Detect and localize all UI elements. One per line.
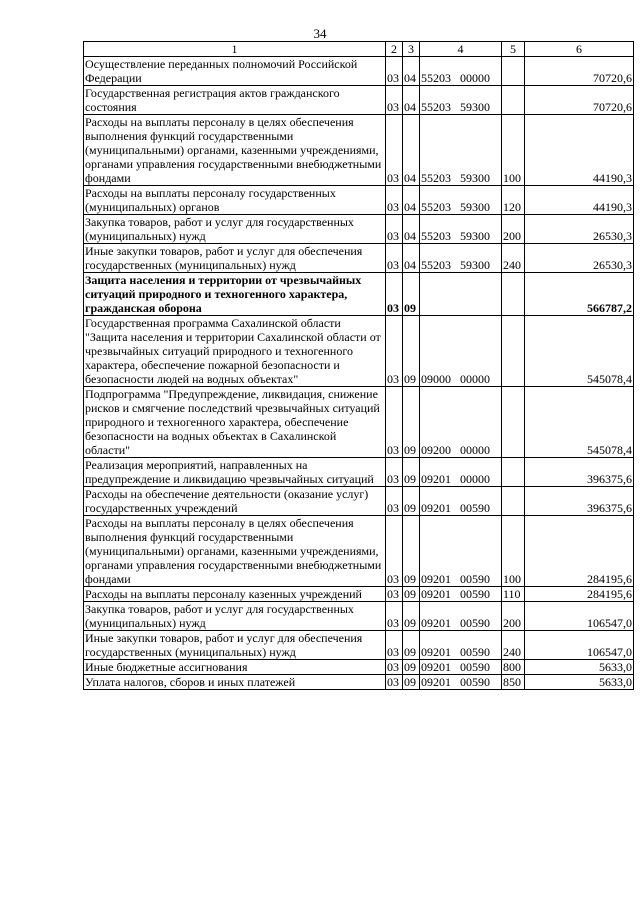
expense-type-code: 100 <box>502 516 525 587</box>
subsection-code: 09 <box>403 631 420 660</box>
budget-table <box>83 41 634 690</box>
section-code: 03 <box>386 186 403 215</box>
target-article-code: 09201 00590 <box>420 516 502 587</box>
section-code: 03 <box>386 86 403 115</box>
target-article-code: 55203 59300 <box>420 215 502 244</box>
amount-value: 106547,0 <box>525 602 634 631</box>
expense-type-code: 850 <box>502 675 525 690</box>
expense-type-code <box>502 387 525 458</box>
expense-type-code: 110 <box>502 587 525 602</box>
target-article-code: 55203 59300 <box>420 86 502 115</box>
page-number: 34 <box>313 26 327 41</box>
target-article-code: 55203 00000 <box>420 57 502 86</box>
expense-type-code: 800 <box>502 660 525 675</box>
table-row <box>84 587 634 602</box>
column-header: 4 <box>420 42 502 57</box>
section-code: 03 <box>386 273 403 316</box>
target-article-code: 09201 00590 <box>420 675 502 690</box>
target-article-code: 55203 59300 <box>420 186 502 215</box>
target-article-code: 09200 00000 <box>420 387 502 458</box>
expense-type-code <box>502 273 525 316</box>
budget-item-name: Реализация мероприятий, направленных на предупреждение и ликвидацию чрезвычайных ситуаций <box>84 458 386 487</box>
subsection-code: 09 <box>403 387 420 458</box>
subsection-code: 09 <box>403 587 420 602</box>
amount-value: 545078,4 <box>525 387 634 458</box>
budget-item-name: Уплата налогов, сборов и иных платежей <box>84 675 386 690</box>
budget-item-name: Государственная программа Сахалинской области "Защита населения и территории Сахалинской области от чрезвычайных ситуаций природного и техногенного характера, обеспечение пожарной безопасности и безопасности людей на водных объектах" <box>84 316 386 387</box>
budget-item-name: Расходы на выплаты персоналу в целях обеспечения выполнения функций государственными (муниципальными) органами, казенными учреждениями, органами управления государственными внебюджетными фондами <box>84 115 386 186</box>
subsection-code: 04 <box>403 244 420 273</box>
table-row <box>84 458 634 487</box>
budget-item-name: Закупка товаров, работ и услуг для государственных (муниципальных) нужд <box>84 602 386 631</box>
budget-item-name: Государственная регистрация актов гражданского состояния <box>84 86 386 115</box>
column-header: 3 <box>403 42 420 57</box>
target-article-code: 09201 00590 <box>420 631 502 660</box>
amount-value: 5633,0 <box>525 675 634 690</box>
expense-type-code: 200 <box>502 602 525 631</box>
expense-type-code <box>502 487 525 516</box>
budget-item-name: Иные бюджетные ассигнования <box>84 660 386 675</box>
column-header: 6 <box>525 42 634 57</box>
amount-value: 26530,3 <box>525 244 634 273</box>
budget-item-name: Иные закупки товаров, работ и услуг для обеспечения государственных (муниципальных) нужд <box>84 631 386 660</box>
subsection-code: 09 <box>403 458 420 487</box>
column-header: 2 <box>386 42 403 57</box>
subsection-code: 09 <box>403 487 420 516</box>
section-code: 03 <box>386 675 403 690</box>
target-article-code: 09201 00590 <box>420 660 502 675</box>
table-row <box>84 516 634 587</box>
amount-value: 26530,3 <box>525 215 634 244</box>
expense-type-code <box>502 316 525 387</box>
table-row <box>84 675 634 690</box>
expense-type-code: 100 <box>502 115 525 186</box>
amount-value: 566787,2 <box>525 273 634 316</box>
amount-value: 106547,0 <box>525 631 634 660</box>
amount-value: 396375,6 <box>525 487 634 516</box>
table-body <box>84 57 634 690</box>
table-row <box>84 86 634 115</box>
table-row <box>84 215 634 244</box>
expense-type-code: 200 <box>502 215 525 244</box>
section-code: 03 <box>386 516 403 587</box>
table-row <box>84 186 634 215</box>
table-row <box>84 57 634 86</box>
section-code: 03 <box>386 458 403 487</box>
column-header: 5 <box>502 42 525 57</box>
table-row <box>84 631 634 660</box>
subsection-code: 04 <box>403 57 420 86</box>
subsection-code: 04 <box>403 86 420 115</box>
amount-value: 44190,3 <box>525 115 634 186</box>
target-article-code: 09201 00590 <box>420 487 502 516</box>
section-code: 03 <box>386 316 403 387</box>
section-code: 03 <box>386 631 403 660</box>
column-number-row <box>84 42 634 57</box>
section-code: 03 <box>386 244 403 273</box>
subsection-code: 09 <box>403 273 420 316</box>
section-code: 03 <box>386 57 403 86</box>
table-row <box>84 660 634 675</box>
table-row <box>84 316 634 387</box>
table-row <box>84 487 634 516</box>
target-article-code <box>420 273 502 316</box>
table-row <box>84 602 634 631</box>
section-code: 03 <box>386 487 403 516</box>
target-article-code: 55203 59300 <box>420 115 502 186</box>
target-article-code: 09000 00000 <box>420 316 502 387</box>
section-code: 03 <box>386 660 403 675</box>
amount-value: 70720,6 <box>525 57 634 86</box>
expense-type-code: 120 <box>502 186 525 215</box>
table-row <box>84 115 634 186</box>
subsection-code: 04 <box>403 115 420 186</box>
expense-type-code <box>502 458 525 487</box>
subsection-code: 04 <box>403 215 420 244</box>
budget-item-name: Расходы на выплаты персоналу казенных учреждений <box>84 587 386 602</box>
target-article-code: 09201 00590 <box>420 587 502 602</box>
expense-type-code <box>502 86 525 115</box>
budget-item-name: Осуществление переданных полномочий Российской Федерации <box>84 57 386 86</box>
expense-type-code: 240 <box>502 631 525 660</box>
amount-value: 70720,6 <box>525 86 634 115</box>
subsection-code: 04 <box>403 186 420 215</box>
section-code: 03 <box>386 115 403 186</box>
subsection-code: 09 <box>403 602 420 631</box>
budget-item-name: Закупка товаров, работ и услуг для государственных (муниципальных) нужд <box>84 215 386 244</box>
expense-type-code <box>502 57 525 86</box>
budget-item-name: Расходы на обеспечение деятельности (оказание услуг) государственных учреждений <box>84 487 386 516</box>
target-article-code: 09201 00000 <box>420 458 502 487</box>
section-code: 03 <box>386 587 403 602</box>
table-row <box>84 387 634 458</box>
expense-type-code: 240 <box>502 244 525 273</box>
subsection-code: 09 <box>403 316 420 387</box>
subsection-code: 09 <box>403 660 420 675</box>
section-code: 03 <box>386 602 403 631</box>
amount-value: 44190,3 <box>525 186 634 215</box>
table-row <box>84 273 634 316</box>
table-row <box>84 244 634 273</box>
section-code: 03 <box>386 387 403 458</box>
budget-item-name: Расходы на выплаты персоналу государственных (муниципальных) органов <box>84 186 386 215</box>
amount-value: 284195,6 <box>525 516 634 587</box>
amount-value: 545078,4 <box>525 316 634 387</box>
budget-item-name: Иные закупки товаров, работ и услуг для обеспечения государственных (муниципальных) нужд <box>84 244 386 273</box>
amount-value: 284195,6 <box>525 587 634 602</box>
target-article-code: 09201 00590 <box>420 602 502 631</box>
column-header: 1 <box>84 42 386 57</box>
amount-value: 396375,6 <box>525 458 634 487</box>
section-code: 03 <box>386 215 403 244</box>
subsection-code: 09 <box>403 516 420 587</box>
target-article-code: 55203 59300 <box>420 244 502 273</box>
budget-item-name: Подпрограмма "Предупреждение, ликвидация, снижение рисков и смягчение последствий чрезвычайных ситуаций природного и техногенного характера, обеспечение безопасности на водных объектах в Сахалинской области" <box>84 387 386 458</box>
budget-item-name: Защита населения и территории от чрезвычайных ситуаций природного и техногенного характера, гражданская оборона <box>84 273 386 316</box>
budget-item-name: Расходы на выплаты персоналу в целях обеспечения выполнения функций государственными (муниципальными) органами, казенными учреждениями, органами управления государственными внебюджетными фондами <box>84 516 386 587</box>
subsection-code: 09 <box>403 675 420 690</box>
amount-value: 5633,0 <box>525 660 634 675</box>
